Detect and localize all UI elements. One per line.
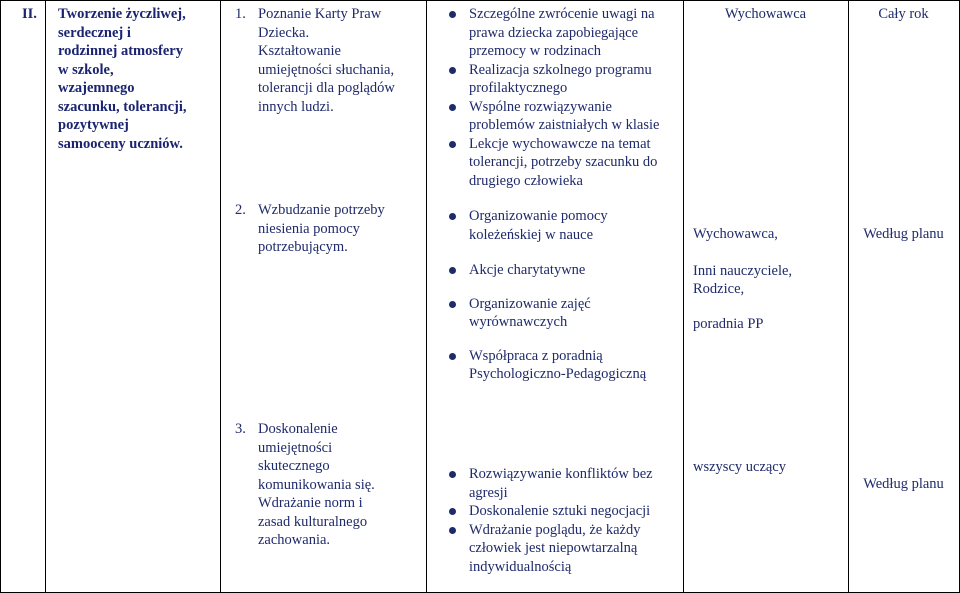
- task-line: innych ludzi.: [258, 98, 334, 115]
- task-number: 3.: [235, 421, 246, 437]
- section-title-line: szacunku, tolerancji,: [58, 98, 187, 115]
- column-divider: [683, 0, 684, 593]
- list-item-line: problemów zaistniałych w klasie: [469, 117, 660, 133]
- list-item-line: tolerancji, potrzeby szacunku do: [469, 154, 658, 170]
- section-title-line: samooceny uczniów.: [58, 135, 183, 152]
- activities-list: [443, 5, 683, 190]
- list-item: [443, 5, 683, 61]
- list-item-line: Psychologiczno-Pedagogiczną: [469, 366, 647, 382]
- section-title-line: serdecznej i: [58, 24, 131, 41]
- list-item: [443, 347, 683, 384]
- task-line: zasad kulturalnego: [258, 513, 368, 530]
- task-line: komunikowania się.: [258, 476, 375, 493]
- task-line: Kształtowanie: [258, 43, 341, 59]
- responsible-person: wszyscy uczący: [693, 459, 786, 475]
- list-item-line: agresji: [469, 484, 508, 501]
- list-item-line: Wspólne rozwiązywanie: [469, 98, 612, 115]
- list-item-line: Wdrażanie poglądu, że każdy: [469, 521, 641, 538]
- table-border-top: [0, 0, 960, 1]
- section-title-line: Tworzenie życzliwej,: [58, 6, 186, 22]
- column-divider: [45, 0, 46, 593]
- task-number: 1.: [235, 6, 246, 22]
- list-item-line: indywidualnością: [469, 558, 572, 575]
- list-item-line: Akcje charytatywne: [469, 262, 586, 278]
- list-item-line: Doskonalenie sztuki negocjacji: [469, 503, 651, 519]
- column-divider: [426, 0, 427, 593]
- task-line: tolerancji dla poglądów: [258, 80, 395, 96]
- list-item: [443, 61, 683, 98]
- list-item-line: Rozwiązywanie konfliktów bez: [469, 466, 653, 482]
- activities-list: [443, 207, 683, 384]
- activities-list: [443, 465, 683, 576]
- column-divider: [220, 0, 221, 593]
- list-item-line: Realizacja szkolnego programu: [469, 61, 652, 78]
- term: Według planu: [863, 476, 944, 492]
- list-item: [443, 521, 683, 577]
- column-divider: [848, 0, 849, 593]
- list-item: [443, 465, 683, 502]
- task-description: [258, 420, 423, 550]
- task-line: umiejętności: [258, 439, 333, 456]
- section-title-line: wzajemnego: [58, 80, 135, 96]
- section-number: [22, 5, 37, 24]
- task-line: Dziecka.: [258, 24, 310, 41]
- list-item-line: Lekcje wychowawcze na temat: [469, 135, 651, 152]
- task-line: zachowania.: [258, 532, 331, 548]
- task-number: 2.: [235, 202, 246, 218]
- list-item-line: Organizowanie zajęć: [469, 295, 591, 312]
- responsible-person: Inni nauczyciele,: [693, 263, 793, 279]
- responsible-person: Wychowawca: [724, 6, 807, 22]
- responsible-person: poradnia PP: [693, 316, 764, 332]
- list-item-line: Szczególne zwrócenie uwagi na: [469, 6, 655, 22]
- responsible-person: Wychowawca,: [693, 226, 778, 242]
- task-line: niesienia pomocy: [258, 220, 360, 237]
- list-item-line: drugiego człowieka: [469, 172, 583, 189]
- term: Według planu: [863, 226, 944, 242]
- list-item-line: Organizowanie pomocy: [469, 208, 608, 224]
- section-title-line: w szkole,: [58, 61, 114, 78]
- list-item-line: wyrównawczych: [469, 314, 568, 330]
- table-border-left: [0, 0, 1, 593]
- task-line: potrzebującym.: [258, 239, 348, 255]
- task-description: [258, 201, 423, 257]
- section-title: [58, 5, 218, 153]
- term: Cały rok: [878, 6, 929, 22]
- list-item-line: profilaktycznego: [469, 80, 568, 96]
- list-item-line: prawa dziecka zapobiegające: [469, 24, 639, 41]
- list-item: [443, 502, 683, 521]
- section-title-line: rodzinnej atmosfery: [58, 43, 183, 59]
- list-item-line: człowiek jest niepowtarzalną: [469, 540, 638, 556]
- list-item-line: koleżeńskiej w nauce: [469, 226, 594, 243]
- task-description: [258, 5, 423, 116]
- list-item: [443, 135, 683, 191]
- task-line: Wdrażanie norm i: [258, 495, 363, 511]
- section-title-line: pozytywnej: [58, 117, 129, 133]
- responsible-person: Rodzice,: [693, 281, 745, 297]
- list-item: [443, 207, 683, 244]
- list-item: [443, 261, 683, 280]
- task-line: umiejętności słuchania,: [258, 61, 395, 78]
- section-number-text: II.: [22, 6, 37, 22]
- task-line: Doskonalenie: [258, 421, 338, 437]
- list-item-line: przemocy w rodzinach: [469, 43, 602, 59]
- task-line: Poznanie Karty Praw: [258, 6, 382, 22]
- list-item: [443, 98, 683, 135]
- list-item: [443, 295, 683, 332]
- list-item-line: Współpraca z poradnią: [469, 347, 603, 364]
- task-line: skutecznego: [258, 458, 330, 474]
- task-line: Wzbudzanie potrzeby: [258, 202, 385, 218]
